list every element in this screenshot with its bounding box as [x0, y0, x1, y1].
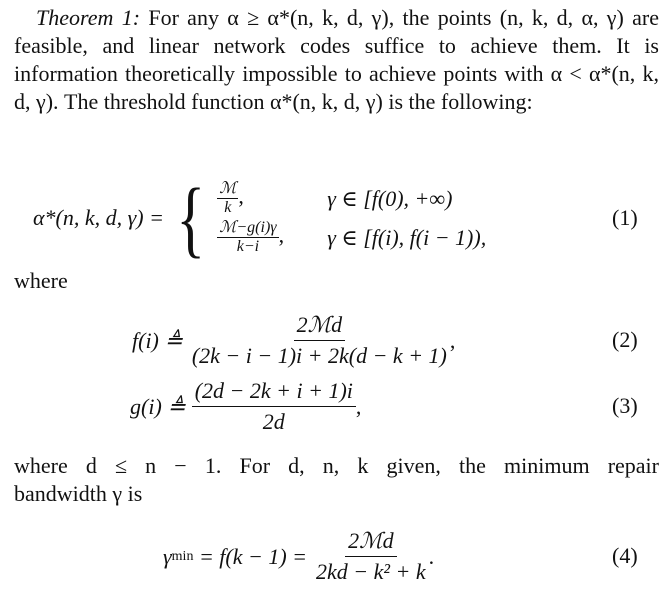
eq4-den: 2kd − k² + k [316, 559, 426, 584]
eq1-lhs: α*(n, k, d, γ) = [33, 205, 164, 230]
eq3-lhs: g(i) ≜ [130, 393, 186, 419]
eq1-case1-cond: γ ∈ [f(0), +∞) [327, 185, 453, 211]
theorem-text: For any α ≥ α*(n, k, d, γ), the points (n, k, d, α, γ) are feasible, and linear network codes suffice to achieve them. It is information theoretically impossible to achieve points with α < α*(n, k, d, γ). The threshold function α*(n, k, d, γ) is the following: [14, 5, 659, 114]
eq4-num: 2ℳd [345, 526, 397, 557]
eq1-cases: $\frac{\text{ℳ}}{k}$ , γ ∈ [f(0), +∞) $\frac{\text{ℳ−g(i)γ}}{k-i}$ , γ ∈ [f(i), f(i − 1)), [219, 180, 487, 255]
eq1-case2-cond: γ ∈ [f(i), f(i − 1)), [327, 224, 487, 250]
eq1-case1-num: ℳ [219, 180, 237, 197]
eq1-case1-den: k [224, 199, 232, 216]
eq3-number: (3) [612, 393, 638, 418]
eq2-number: (2) [612, 327, 638, 352]
equation-1 [33, 172, 486, 264]
theorem-label: Theorem 1: [36, 5, 141, 30]
eq1-case2-num: ℳ−g(i)γ [219, 219, 277, 236]
eq1-brace: { [176, 170, 206, 266]
eq2-num: 2ℳd [294, 310, 346, 341]
eq1-case2-den: k−i [236, 238, 260, 255]
where-line-2: bandwidth γ is [14, 481, 143, 506]
equation-3: g(i) ≜ $\frac{(2d - 2k + i + 1)i}{2d}$ , [130, 376, 361, 437]
eq1-number: (1) [612, 205, 638, 230]
eq4-number: (4) [612, 543, 638, 568]
where-line-1: where d ≤ n − 1. For d, n, k given, the minimum repair [14, 453, 659, 478]
theorem-paragraph [14, 4, 659, 116]
eq3-num: (2d − 2k + i + 1)i [192, 376, 356, 407]
eq2-den: (2k − i − 1)i + 2k(d − k + 1) [191, 343, 447, 368]
eq3-den: 2d [262, 409, 285, 434]
eq4-gamma: γ [163, 543, 172, 569]
eq4-subscript: min [171, 548, 194, 564]
eq4-mid: = f(k − 1) = [193, 543, 308, 569]
equation-4: γ min = f(k − 1) = $\frac{\text{2ℳd}}{\text{2kd − k² + k}}$ . [163, 526, 434, 587]
eq2-lhs: f(i) ≜ [132, 327, 183, 353]
where-label: where [14, 268, 68, 293]
equation-2: f(i) ≜ $\frac{\text{2ℳd}}{(2k - i - 1)i + 2k(d - k + 1)}$ , [132, 310, 455, 371]
